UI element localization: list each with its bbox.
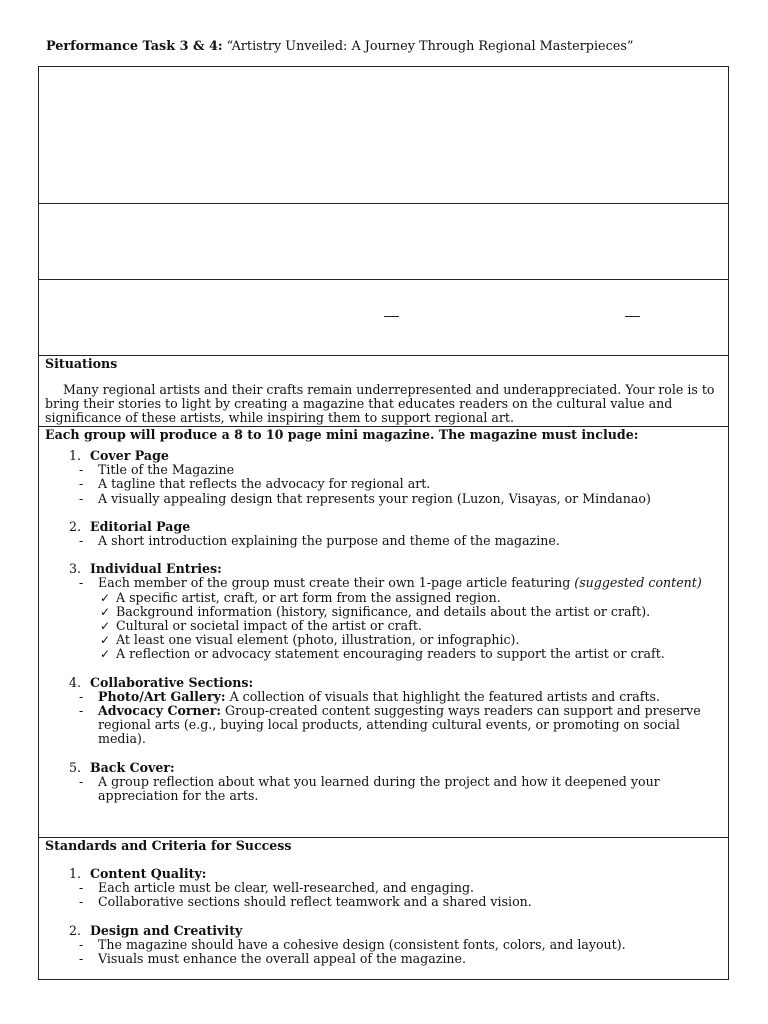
check-icon: ✓ xyxy=(100,647,111,662)
sub-item-text: Each article must be clear, well-researched, and engaging. xyxy=(98,880,475,896)
dash-marker: - xyxy=(79,462,84,478)
sub-item-label: Photo/Art Gallery: xyxy=(98,688,226,704)
dash-marker: - xyxy=(79,894,84,910)
situations-text: Many regional artists and their crafts remain underrepresented and underappreciated. Your role is to bring their stories to light by creating a magazine that educates readers on the cultural value and significance of these artists, while inspiring them to support regional art. xyxy=(45,382,715,426)
list-item xyxy=(45,676,723,690)
requirements-section xyxy=(45,427,723,803)
item-title: Design and Creativity xyxy=(90,922,243,938)
sub-item xyxy=(45,938,723,952)
dash-marker: - xyxy=(79,688,84,704)
sub-item-label: Advocacy Corner: xyxy=(98,703,222,719)
check-icon: ✓ xyxy=(100,590,111,605)
check-icon: ✓ xyxy=(100,633,111,648)
dash-marker: - xyxy=(79,936,84,952)
sub-item xyxy=(45,895,723,909)
sub-item xyxy=(45,704,723,747)
check-item-text: Background information (history, significance, and details about the artist or craft). xyxy=(116,603,651,619)
item-number: 1. xyxy=(69,448,82,463)
item-title: Cover Page xyxy=(90,448,169,463)
sub-item-text: A collection of visuals that highlight the featured artists and crafts. xyxy=(225,688,660,704)
item-title: Editorial Page xyxy=(90,518,191,534)
sub-item-text: The magazine should have a cohesive design (consistent fonts, colors, and layout). xyxy=(98,936,626,952)
item-title: Back Cover: xyxy=(90,759,175,775)
sub-item xyxy=(45,463,723,477)
standards-title: Standards and Criteria for Success xyxy=(45,838,292,853)
item-number: 2. xyxy=(69,922,82,938)
list-item xyxy=(45,924,723,938)
check-item xyxy=(45,591,723,605)
check-item-text: A specific artist, craft, or art form from the assigned region. xyxy=(116,589,501,605)
table-divider xyxy=(38,279,729,280)
task-title: “Artistry Unveiled: A Journey Through Regional Masterpieces” xyxy=(226,39,634,54)
dash-marker: - xyxy=(79,880,84,896)
check-icon: ✓ xyxy=(100,604,111,619)
item-number: 2. xyxy=(69,518,82,534)
table-divider xyxy=(38,203,729,204)
check-item xyxy=(45,605,723,619)
check-item-text: Cultural or societal impact of the artist or craft. xyxy=(116,618,422,634)
check-icon: ✓ xyxy=(100,619,111,634)
sub-item-text: A tagline that reflects the advocacy for regional art. xyxy=(98,476,431,492)
blank-dash xyxy=(384,316,399,317)
dash-marker: - xyxy=(79,703,84,719)
requirements-intro: Each group will produce a 8 to 10 page mini magazine. The magazine must include: xyxy=(45,427,639,442)
sub-item xyxy=(45,690,723,704)
item-title: Individual Entries: xyxy=(90,561,222,577)
list-item xyxy=(45,520,723,534)
standards-section xyxy=(45,838,723,966)
situations-title: Situations xyxy=(45,356,118,371)
dash-marker: - xyxy=(79,951,84,967)
sub-item xyxy=(45,881,723,895)
situations-section xyxy=(45,356,723,426)
sub-item-text: A visually appealing design that represents your region (Luzon, Visayas, or Mindanao) xyxy=(98,490,651,506)
sub-item-text: Visuals must enhance the overall appeal of the magazine. xyxy=(98,951,466,967)
sub-item-text: A group reflection about what you learned during the project and how it deepened your appreciation for the arts. xyxy=(98,773,660,804)
sub-item xyxy=(45,477,723,491)
dash-marker: - xyxy=(79,575,84,591)
dash-marker: - xyxy=(79,490,84,506)
item-number: 4. xyxy=(69,674,82,690)
page-title xyxy=(46,39,633,54)
sub-item xyxy=(45,492,723,506)
item-title: Collaborative Sections: xyxy=(90,674,254,690)
dash-marker: - xyxy=(79,773,84,789)
dash-marker: - xyxy=(79,533,84,549)
list-item xyxy=(45,562,723,576)
sub-item xyxy=(45,534,723,548)
check-item xyxy=(45,619,723,633)
blank-dash xyxy=(625,316,640,317)
check-item xyxy=(45,647,723,661)
task-label: Performance Task 3 & 4: xyxy=(46,39,223,54)
sub-item-text: Collaborative sections should reflect teamwork and a shared vision. xyxy=(98,894,532,910)
sub-item-text: Group-created content suggesting ways readers can support and preserve regional arts (e.g., buying local products, attending cultural events, or promoting on social media). xyxy=(98,703,701,747)
item-number: 1. xyxy=(69,866,82,881)
check-item-text: A reflection or advocacy statement encouraging readers to support the artist or craft. xyxy=(116,646,665,662)
sub-item-text: Each member of the group must create their own 1-page article featuring xyxy=(98,575,575,591)
sub-item xyxy=(45,952,723,966)
sub-item xyxy=(45,576,723,590)
list-item xyxy=(45,449,723,463)
sub-item xyxy=(45,775,723,803)
check-item-text: At least one visual element (photo, illustration, or infographic). xyxy=(116,632,520,648)
sub-item-note: (suggested content) xyxy=(574,575,702,591)
list-item xyxy=(45,761,723,775)
dash-marker: - xyxy=(79,476,84,492)
item-number: 3. xyxy=(69,561,82,577)
sub-item-text: A short introduction explaining the purpose and theme of the magazine. xyxy=(98,533,560,549)
check-item xyxy=(45,633,723,647)
sub-item-text: Title of the Magazine xyxy=(98,462,235,478)
item-number: 5. xyxy=(69,759,82,775)
list-item xyxy=(45,867,723,881)
item-title: Content Quality: xyxy=(90,866,207,881)
